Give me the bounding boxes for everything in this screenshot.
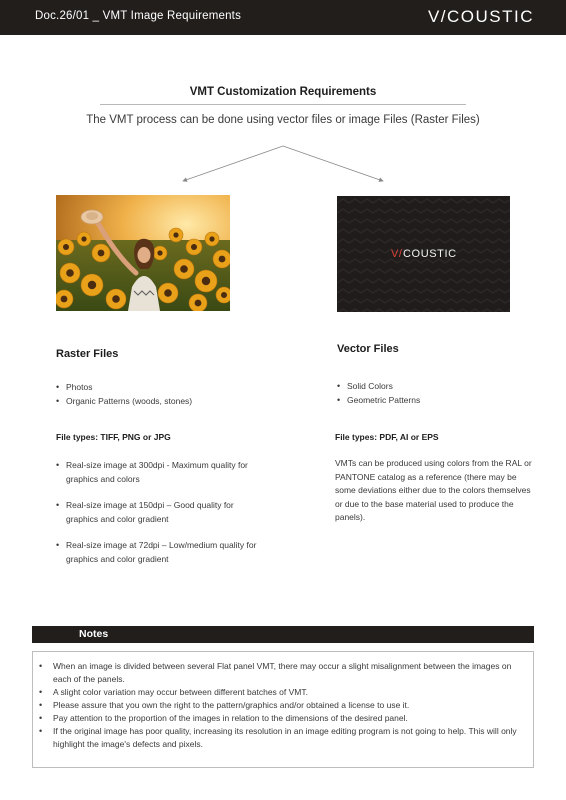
raster-files-title: Raster Files (56, 348, 119, 360)
section-title: VMT Customization Requirements (189, 86, 377, 98)
list-item: • Real-size image at 72dpi – Low/medium quality for graphics and color gradient (56, 539, 261, 566)
raster-examples-list (56, 380, 192, 408)
raster-file-types: File types: TIFF, PNG or JPG (56, 432, 171, 442)
list-item: • Please assure that you own the right to the pattern/graphics and/or obtained a license to use it. (39, 699, 519, 712)
sample-logo-suffix: COUSTIC (403, 248, 457, 260)
vector-file-types: File types: PDF, AI or EPS (335, 432, 439, 442)
list-item: • Photos (56, 380, 192, 394)
vector-description: VMTs can be produced using colors from the RAL or PANTONE catalog as a reference (there may be some deviations either due to the colors themselves or due to the base material used to produce the panels). (335, 458, 532, 522)
branch-arrows-diagram (0, 140, 566, 190)
list-item: • Organic Patterns (woods, stones) (56, 394, 192, 408)
section-subtitle: The VMT process can be done using vector files or image Files (Raster Files) (86, 114, 480, 126)
document-title: Doc.26/01 _ VMT Image Requirements (35, 10, 242, 22)
raster-specs-list (56, 459, 261, 579)
list-item: • If the original image has poor quality, increasing its resolution in an image editing program is not going to help. This will only highlight the image's defects and pixels. (39, 725, 519, 751)
list-item: • Pay attention to the proportion of the images in relation to the dimensions of the desired panel. (39, 712, 519, 725)
vector-pattern-sample (337, 196, 510, 312)
notes-header (32, 626, 534, 643)
header-bar (0, 0, 566, 35)
vector-examples-list (337, 379, 420, 407)
list-item: • Real-size image at 150dpi – Good quality for graphics and color gradient (56, 499, 261, 526)
list-item: • A slight color variation may occur between different batches of VMT. (39, 686, 519, 699)
arrow-right (283, 146, 383, 181)
vcoustic-logo: V/COUSTIC (427, 7, 534, 26)
sunflower-field-photo (56, 195, 230, 311)
notes-list (39, 660, 519, 751)
list-item: • Solid Colors (337, 379, 420, 393)
list-item: • Geometric Patterns (337, 393, 420, 407)
sample-logo-prefix: V/ (391, 248, 403, 260)
title-divider (100, 104, 466, 105)
list-item: • Real-size image at 300dpi - Maximum quality for graphics and colors (56, 459, 261, 486)
vector-files-title: Vector Files (337, 343, 399, 355)
notes-title: Notes (79, 628, 109, 640)
arrow-left (183, 146, 283, 181)
notes-box (32, 651, 534, 768)
list-item: • When an image is divided between several Flat panel VMT, there may occur a slight misalignment between the images on each of the panels. (39, 660, 519, 686)
